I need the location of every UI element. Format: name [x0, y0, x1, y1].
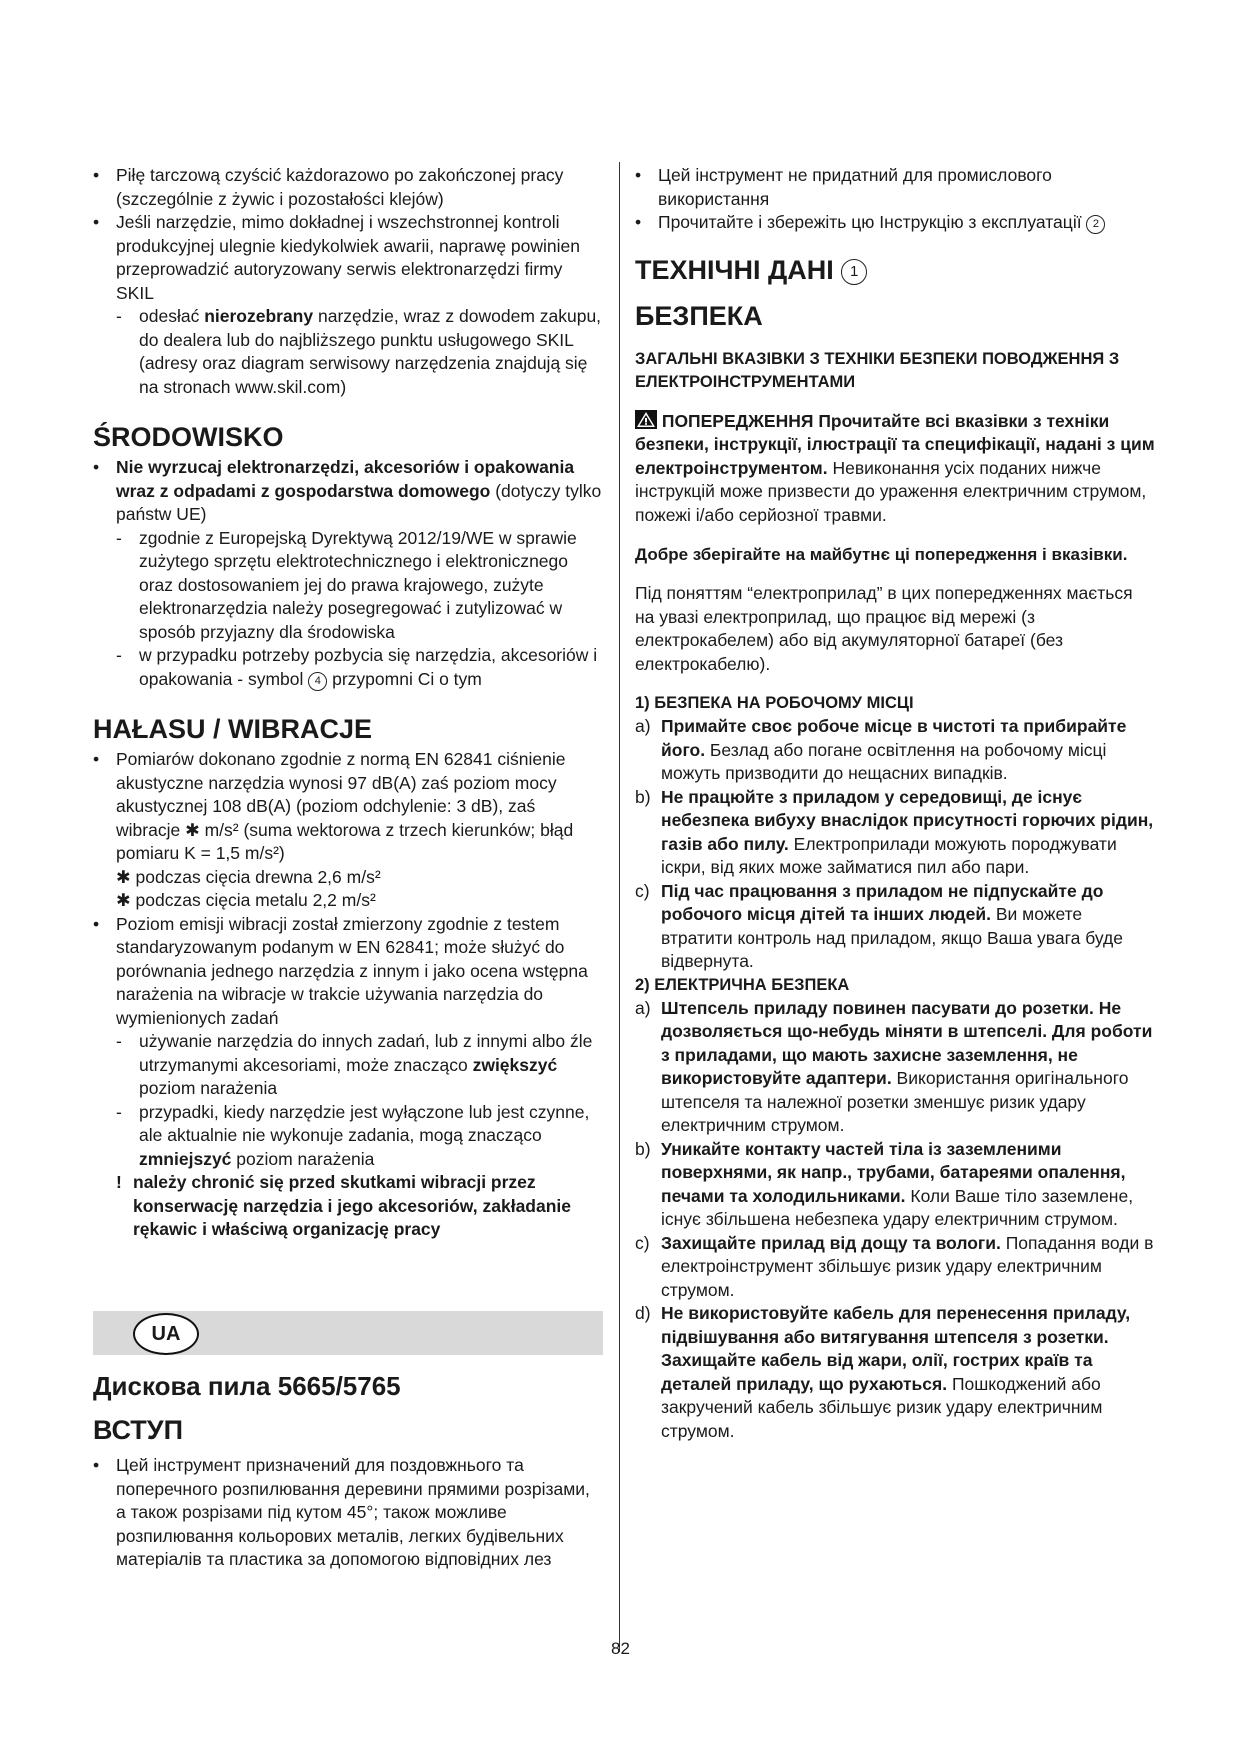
noise-list: [93, 748, 603, 1242]
text: Цей інструмент призначений для поздовжнього та поперечного розпилювання деревини прямими розрізами, а також розрізами під кутом 45°; також можливе розпилювання кольорових металів, легких будівельних матеріалів та пластика за допомогою відповідних лез: [116, 1455, 590, 1569]
list-item-text: Piłę tarczową czyścić każdorazowo po zakończonej pracy (szczególnie z żywic i pozostałości klejów): [116, 165, 564, 209]
text: Poziom emisji wibracji został zmierzony zgodnie z testem standaryzowanym podanym w EN 62841; może służyć do porównania jednego narzędzia z innym i jako ocena wstępna narażenia na wibracje w trakcie używania narzędzia do wymienionych zadań: [116, 913, 588, 1028]
bold-text: Не працюйте з приладом у середовищі, де існує небезпека вибуху внаслідок присутності горючих рідин, газів або пилу.: [661, 786, 1154, 854]
text: Коли Ваше тіло заземлене, існує збільшена небезпека удару електричним струмом.: [661, 1185, 1134, 1229]
item-label: b): [635, 786, 651, 807]
text: podczas cięcia metalu 2,2 m/s²: [130, 890, 376, 910]
language-badge: UA: [133, 1313, 199, 1355]
list-item: [93, 164, 603, 211]
item-label: a): [635, 716, 651, 736]
list-item: [93, 748, 603, 866]
text: (dotyczy tylko państw UE): [116, 480, 602, 524]
figure-ref-4: 4: [308, 672, 327, 691]
asterisk-icon: ✱: [116, 890, 131, 910]
item-label: a): [635, 997, 651, 1018]
text: odesłać: [139, 306, 205, 326]
list-item: [93, 456, 603, 527]
bold-text: zwiększyć: [472, 1054, 558, 1075]
text: Пошкоджений або закручений кабель збільшує ризик удару електричним струмом.: [661, 1373, 1103, 1441]
text: używanie narzędzia do innych zadań, lub z innymi albo źle utrzymanymi akcesoriami, może znacząco: [139, 1031, 593, 1075]
text: w przypadku potrzeby pozbycia się narzędzia, akcesoriów i opakowania - symbol: [139, 645, 598, 689]
list-item: [635, 997, 1155, 1138]
figure-ref-1: 1: [841, 259, 867, 285]
bold-text: Не використовуйте кабель для перенесення приладу, підвішування або витягування штепселя з розетки. Захищайте кабель від жари, олії, гострих країв та деталей приладу, що рухаються.: [661, 1303, 1131, 1394]
bold-text: zmniejszyć: [139, 1148, 232, 1169]
text: m/s² (suma wektorowa z trzech kierunków; błąd pomiaru K = 1,5 m/s²): [116, 819, 574, 863]
figure-ref-2: 2: [1086, 215, 1105, 234]
right-column: [635, 164, 1155, 1443]
text: Безлад або погане освітлення на робочому місці можуть призводити до нещасних випадків.: [661, 739, 1107, 783]
keep-instructions: Добре зберігайте на майбутнє ці попередження і вказівки.: [635, 545, 1128, 564]
text: Pomiarów dokonano zgodnie z normą EN 62841 ciśnienie akustyczne narzędzia wynosi 97 dB(A) zaś poziom mocy akustycznej 108 dB(A) (poziom odchylenie: 3 dB), zaś wibracje: [116, 749, 566, 840]
section-heading-tech-data: [635, 254, 1155, 286]
text: Електроприлади можують породжувати іскри, від яких може займатися пил або пари.: [661, 833, 1117, 877]
list-item: [93, 527, 603, 645]
text: przypomni Ci o tym: [327, 668, 482, 689]
subheading-electrical-safety: 2) ЕЛЕКТРИЧНА БЕЗПЕКА: [635, 975, 850, 994]
item-label: b): [635, 1138, 651, 1159]
text: poziom narażenia: [231, 1148, 375, 1169]
list-item: [635, 1138, 1155, 1232]
text: Прочитайте і збережіть цю Інструкцію з експлуатації: [658, 212, 1087, 232]
bold-text: Примайте своє робоче місце в чистоті та прибирайте його.: [661, 716, 1127, 760]
bold-text: nierozebrany: [204, 306, 314, 326]
asterisk-icon: ✱: [116, 866, 131, 887]
asterisk-icon: ✱: [185, 819, 200, 840]
text: Ви можете втратити контроль над приладом, якщо Ваша увага буде відвернута.: [661, 904, 1123, 971]
list-item: [635, 1232, 1155, 1303]
list-item: [635, 715, 1155, 786]
left-column: [93, 164, 603, 1242]
bold-text: Захищайте прилад від дощу та вологи.: [661, 1232, 1001, 1253]
list-item: [93, 1030, 603, 1101]
list-item: [93, 305, 603, 399]
column-divider: [619, 162, 620, 1652]
bold-text: Уникайте контакту частей тіла із заземленими поверхнями, як напр., трубами, батареями опалення, печами та холодильниками.: [661, 1138, 1126, 1206]
list-item: [93, 1101, 603, 1172]
list-item: [93, 913, 603, 1031]
text: podczas cięcia drewna 2,6 m/s²: [130, 866, 381, 887]
list-item: [93, 644, 603, 691]
subheading-general-safety: ЗАГАЛЬНІ ВКАЗІВКИ З ТЕХНІКИ БЕЗПЕКИ ПОВОДЖЕННЯ З ЕЛЕКТРОІНСТРУМЕНТАМИ: [635, 349, 1120, 391]
intro-list-continued: [635, 164, 1155, 235]
item-label: d): [635, 1303, 651, 1323]
list-item: [93, 211, 603, 305]
page-number: 82: [611, 1639, 630, 1658]
list-item: [635, 1302, 1155, 1443]
list-item-text: Jeśli narzędzie, mimo dokładnej i wszechstronnej kontroli produkcyjnej ulegnie kiedykolwiek awarii, naprawę powinien przeprowadzić autoryzowany serwis elektronarzędzi firmy SKIL: [116, 212, 581, 303]
list-item: [93, 889, 603, 913]
list-item: [635, 880, 1155, 974]
section-heading-safety: БЕЗПЕКА: [635, 300, 763, 331]
text: narzędzie, wraz z dowodem zakupu, do dealera lub do najbliższego punktu usługowego SKIL (adresy oraz diagram serwisowy narzędzenia znajdują się na stronach www.skil.com): [139, 306, 602, 397]
maintenance-list: [93, 164, 603, 399]
section-heading-environment: ŚRODOWISKO: [93, 422, 284, 452]
language-band: [93, 1311, 603, 1355]
list-item: [635, 786, 1155, 880]
section-heading-noise: HAŁASU / WIBRACJE: [93, 714, 373, 744]
bold-text: Штепсель приладу повинен пасувати до розетки. Не дозволяється що-небудь міняти в штепселі. Для роботи з приладами, що мають захисне заземлення, не використовуйте адаптери.: [661, 997, 1153, 1088]
warning-icon: [635, 410, 657, 429]
list-item: [93, 866, 603, 890]
text: Невиконання усіх поданих нижче інструкцій може призвести до ураження електричним струмом, пожежі і/або серйозної травми.: [635, 457, 1147, 525]
list-item: [93, 1454, 603, 1572]
text: zgodnie z Europejską Dyrektywą 2012/19/WE w sprawie zużytego sprzętu elektrotechnicznego i elektronicznego oraz dostosowaniem jej do prawa krajowego, zużyte elektronarzędzia należy posegregować i zutylizować w sposób przyjazny dla środowiska: [139, 527, 577, 642]
left-column-lower: [93, 1370, 603, 1572]
environment-list: [93, 456, 603, 691]
intro-list: [93, 1454, 603, 1572]
bold-text: Під час працювання з приладом не підпускайте до робочого місця дітей та інших людей.: [661, 880, 1104, 924]
bold-text: ПОПЕРЕДЖЕННЯ Прочитайте всі вказівки з техніки безпеки, інструкції, ілюстрації та специфікації, надані з цим електроінструментом.: [635, 410, 1155, 478]
item-label: c): [635, 1232, 650, 1253]
text: Цей інструмент не придатний для промислового використання: [658, 165, 1052, 209]
warning-paragraph: [635, 410, 1155, 528]
item-label: c): [635, 880, 650, 901]
list-item: [635, 211, 1155, 235]
subheading-work-area-safety: 1) БЕЗПЕКА НА РОБОЧОМУ МІСЦІ: [635, 694, 914, 712]
term-definition: Під поняттям “електроприлад” в цих попередженнях мається на увазі електроприлад, що працює від мережі (з електрокабелем) або від акумуляторної батареї (без електрокабелю).: [635, 583, 1133, 674]
text: należy chronić się przed skutkami wibracji przez konserwację narzędzia i jego akcesoriów, zakładanie rękawic i właściwą organizację pracy: [133, 1172, 572, 1239]
text: ТЕХНІЧНІ ДАНІ: [635, 254, 842, 285]
section-heading-intro: ВСТУП: [93, 1415, 183, 1445]
list-item: [635, 164, 1155, 211]
bold-text: Nie wyrzucaj elektronarzędzi, akcesoriów i opakowania wraz z odpadami z gospodarstwa domowego: [116, 457, 575, 501]
text: Попадання води в електроінструмент збільшує ризик удару електричним струмом.: [661, 1232, 1154, 1300]
text: poziom narażenia: [139, 1078, 278, 1098]
text: przypadki, kiedy narzędzie jest wyłączone lub jest czynne, ale aktualnie nie wykonuje zadania, mogą znacząco: [139, 1101, 590, 1145]
product-title: Дискова пила 5665/5765: [93, 1371, 401, 1401]
warning-note: [93, 1171, 603, 1242]
text: Використання оригінального штепселя та належної розетки зменшує ризик удару електричним струмом.: [661, 1068, 1129, 1135]
